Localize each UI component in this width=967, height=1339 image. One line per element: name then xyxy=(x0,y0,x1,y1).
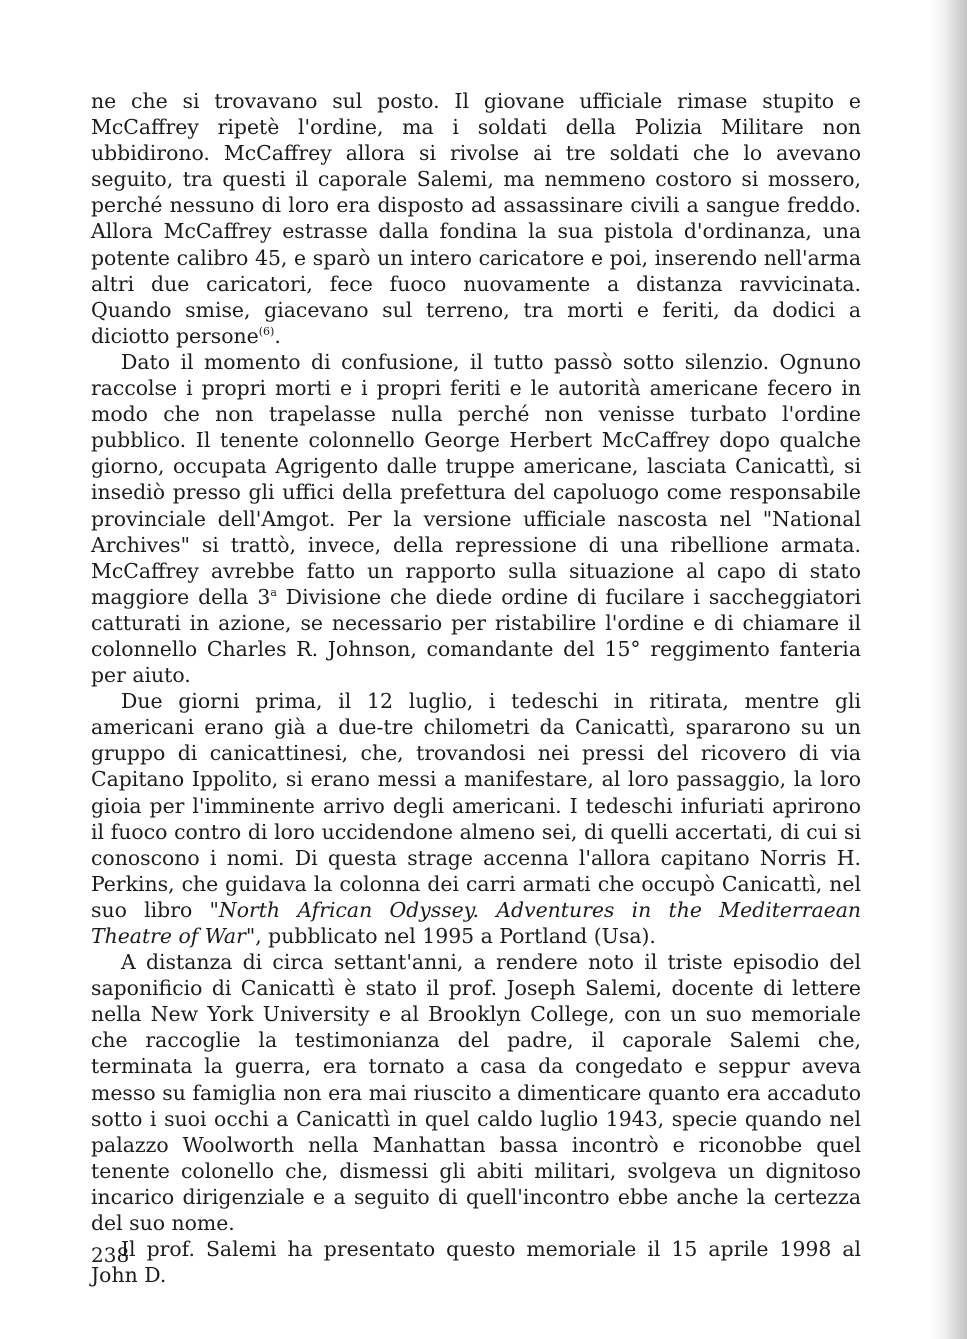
paragraph-2-end: Divisione che diede ordine di fucilare i saccheggiatori catturati in azione, se necessario per ristabilire l'ordine e di chiamare il colonnello Charles R. Johnson, comandante del 15° reggimento fanteria per aiuto. xyxy=(91,584,862,688)
paragraph-1-text: ne che si trovavano sul posto. Il giovane ufficiale rimase stupito e McCaffrey ripetè l'ordine, ma i soldati della Polizia Militare non ubbidirono. McCaffrey allora si rivolse ai tre soldati che lo avevano seguito, tra questi il caporale Salemi, ma nemmeno costoro si mossero, perché nessuno di loro era disposto ad assassinare civili a sangue freddo. Allora McCaffrey estrasse dalla fondina la sua pistola d'ordinanza, una potente calibro 45, e sparò un intero caricatore e poi, inserendo nell'arma altri due caricatori, fece fuoco nuovamente a distanza ravvicinata. Quando smise, giacevano sul terreno, tra morti e feriti, da dodici a diciotto persone xyxy=(91,89,861,348)
footnote-reference: (6) xyxy=(258,324,275,338)
book-title: North African Odyssey. Adventures in the Mediterraean Theatre of War xyxy=(91,897,861,948)
page-number: 238 xyxy=(91,1243,130,1267)
paragraph-3-end: ", pubblicato nel 1995 a Portland (Usa). xyxy=(245,924,656,948)
ordinal-superscript: a xyxy=(270,585,277,599)
paragraph-2-text: Dato il momento di confusione, il tutto passò sotto silenzio. Ognuno raccolse i propri morti e i propri feriti e le autorità americane fecero in modo che non trapelasse nulla perché non venisse turbato l'ordine pubblico. Il tenente colonnello George Herbert McCaffrey dopo qualche giorno, occupata Agrigento dalle truppe americane, lasciata Canicattì, si insediò presso gli uffici della prefettura del capoluogo come responsabile provinciale dell'Amgot. Per la versione ufficiale nascosta nel "National Archives" si trattò, invece, della repressione di una ribellione armata. McCaffrey avrebbe fatto un rapporto sulla situazione al capo di stato maggiore della 3 xyxy=(91,349,861,609)
paragraph-4: A distanza di circa settant'anni, a rendere noto il triste episodio del saponificio di Canicattì è stato il prof. Joseph Salemi, docente di lettere nella New York University e al Brooklyn College, con un suo memoriale che raccoglie la testimonianza del padre, il caporale Salemi che, terminata la guerra, era tornato a casa da congedato e seppur aveva messo su famiglia non era mai riuscito a dimenticare quanto era accaduto sotto i suoi occhi a Canicattì in quel caldo luglio 1943, specie quando nel palazzo Woolworth nella Manhattan bassa incontrò e riconobbe quel tenente colonello che, dismessi gli abiti militari, svolgeva un dignitoso incarico dirigenziale e a seguito di quell'incontro ebbe anche la certezza del suo nome. xyxy=(91,950,861,1236)
body-text xyxy=(91,88,861,1288)
paragraph-5: Il prof. Salemi ha presentato questo memoriale il 15 aprile 1998 al John D. xyxy=(91,1237,861,1288)
paragraph-3-text: Due giorni prima, il 12 luglio, i tedeschi in ritirata, mentre gli americani erano già a due-tre chilometri da Canicattì, spararono su un gruppo di canicattinesi, che, trovandosi nei pressi del ricovero di via Capitano Ippolito, si erano messi a manifestare, al loro passaggio, la loro gioia per l'imminente arrivo degli americani. I tedeschi infuriati aprirono il fuoco contro di loro uccidendone almeno sei, di quelli accertati, di cui si conoscono i nomi. Di questa strage accenna l'allora capitano Norris H. Perkins, che guidava la colonna dei carri armati che occupò Canicattì, nel suo libro " xyxy=(91,689,861,922)
paragraph-1-end: . xyxy=(274,323,281,348)
paragraph-1 xyxy=(91,88,861,349)
paragraph-3 xyxy=(91,688,861,949)
paragraph-2 xyxy=(91,349,861,688)
